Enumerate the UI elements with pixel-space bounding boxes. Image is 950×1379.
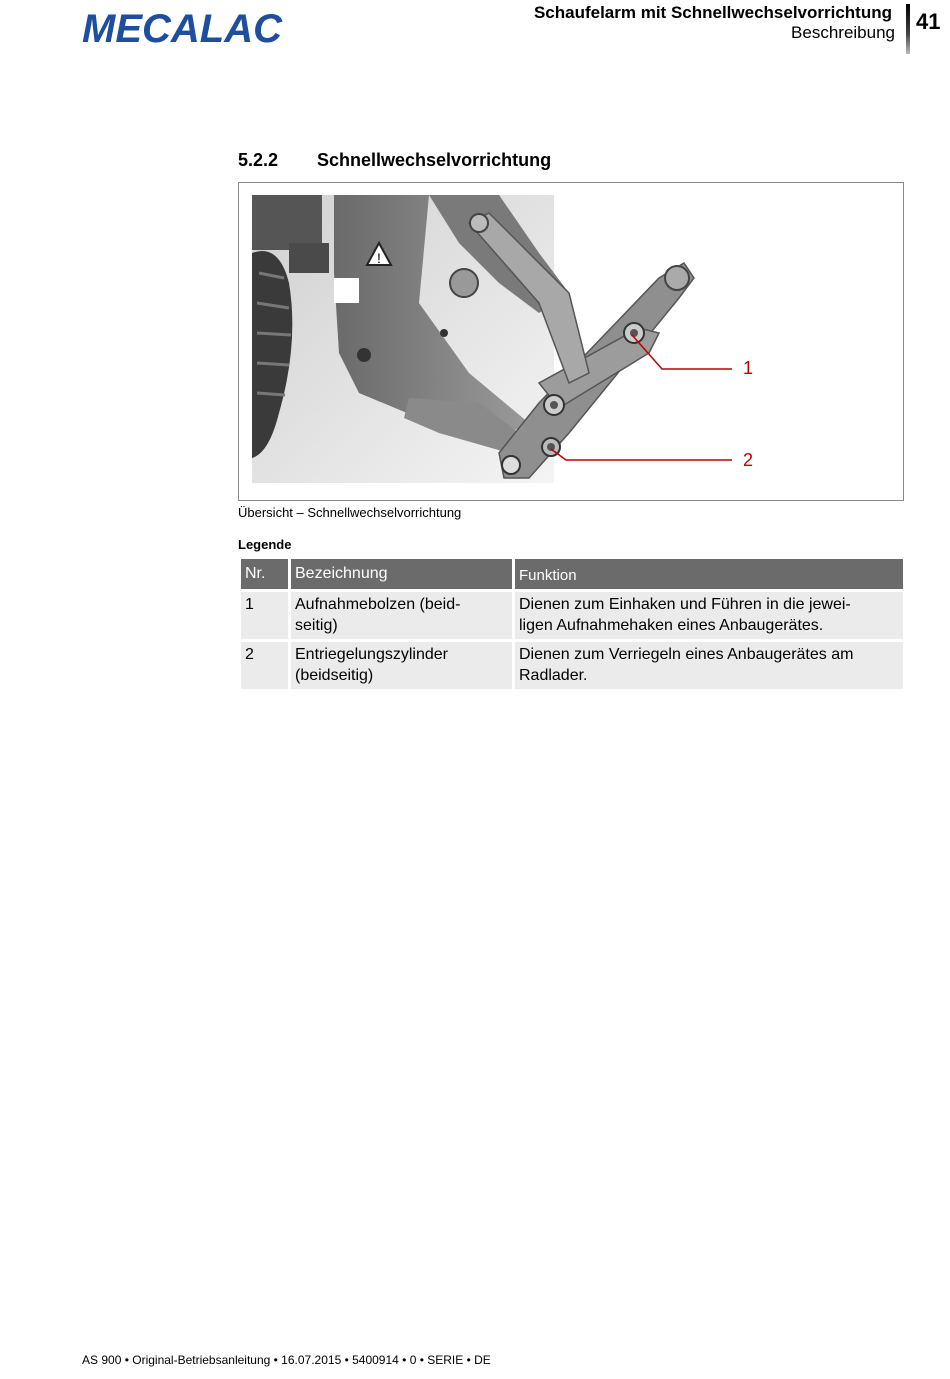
header-title: Schaufelarm mit Schnellwechselvorrichtung (533, 3, 892, 22)
section-title: Schnellwechselvorrichtung (317, 150, 552, 170)
column-header-nr: Nr. (241, 559, 288, 589)
row-function: Dienen zum Verriegeln eines Anbaugerätes am Radlader. (515, 642, 903, 689)
svg-text:MECALAC: MECALAC (82, 7, 284, 50)
figure-caption: Übersicht – Schnellwechselvorrichtung (238, 505, 462, 520)
figure-frame (238, 182, 904, 501)
table-row (241, 592, 903, 639)
legend-label: Legende (238, 537, 292, 552)
header-divider (906, 4, 910, 54)
row-name: Entriegelungszylinder (beidseitig) (291, 642, 512, 689)
callout-label-1: 1 (743, 358, 754, 378)
row-function: Dienen zum Einhaken und Führen in die jewei- ligen Aufnahmehaken eines Anbaugerätes. (515, 592, 903, 639)
page-number: 41 (916, 9, 941, 34)
svg-text:!: ! (377, 250, 381, 266)
callout-label-2: 2 (743, 450, 754, 470)
row-name: Aufnahmebolzen (beid- seitig) (291, 592, 512, 639)
legend-table (238, 556, 906, 692)
column-header-bezeichnung: Bezeichnung (291, 559, 512, 589)
quick-coupler-illustration (239, 183, 905, 502)
row-nr: 1 (241, 592, 288, 639)
mecalac-logo (82, 6, 286, 50)
callout-line-2 (551, 449, 732, 460)
table-row (241, 642, 903, 689)
footer-text: AS 900 • Original-Betriebsanleitung • 16.07.2015 • 5400914 • 0 • SERIE • DE (82, 1353, 491, 1367)
legend-header-row (241, 559, 903, 589)
header-subtitle: Beschreibung (791, 23, 895, 42)
column-header-funktion: Funktion (515, 559, 903, 589)
row-nr: 2 (241, 642, 288, 689)
section-number: 5.2.2 (238, 150, 279, 170)
